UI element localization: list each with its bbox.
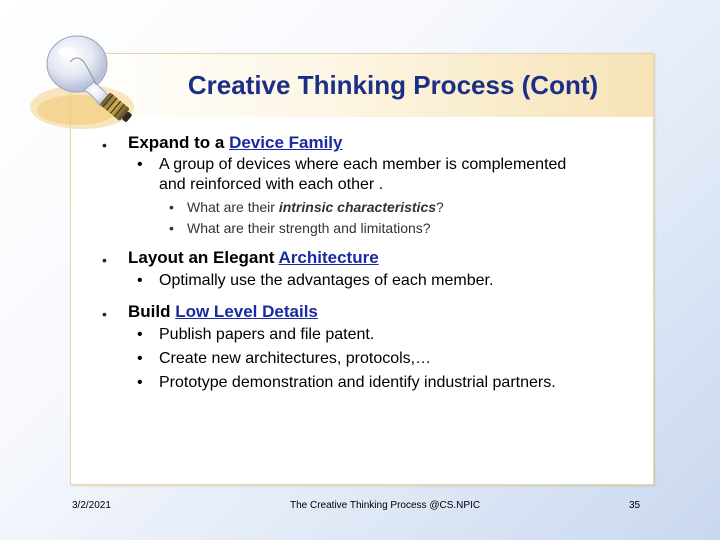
footer-date: 3/2/2021 bbox=[72, 500, 111, 511]
bullet-marker: • bbox=[137, 326, 143, 343]
heading-text: Build bbox=[128, 302, 176, 321]
section-heading-device-family bbox=[128, 133, 342, 153]
section-heading-low-level-details bbox=[128, 302, 318, 322]
bullet-marker: • bbox=[169, 199, 174, 215]
list-item-text: What are their bbox=[187, 199, 279, 215]
list-item-text: What are their strength and limitations? bbox=[187, 220, 431, 236]
bullet-marker: • bbox=[102, 137, 107, 153]
list-item bbox=[137, 326, 374, 344]
heading-text: Layout an Elegant bbox=[128, 248, 279, 267]
bullet-marker: • bbox=[169, 220, 174, 236]
bullet-marker: • bbox=[137, 156, 143, 173]
list-item-text: Prototype demonstration and identify industrial partners. bbox=[159, 374, 556, 391]
list-item bbox=[137, 272, 493, 290]
heading-text: Expand to a bbox=[128, 133, 230, 152]
list-item bbox=[137, 374, 556, 392]
bullet-marker: • bbox=[137, 374, 143, 391]
list-item-text: Publish papers and file patent. bbox=[159, 326, 375, 343]
list-item bbox=[169, 199, 444, 215]
low-level-details-link[interactable]: Low Level Details bbox=[175, 302, 318, 321]
section-heading-architecture bbox=[128, 248, 379, 268]
device-family-link[interactable]: Device Family bbox=[229, 133, 343, 152]
list-item bbox=[137, 156, 566, 174]
slide-number: 35 bbox=[629, 500, 641, 511]
slide-title: Creative Thinking Process (Cont) bbox=[187, 70, 599, 100]
emphasis-text: intrinsic characteristics bbox=[278, 199, 437, 215]
slide-panel bbox=[70, 53, 654, 485]
lightbulb-icon bbox=[22, 32, 152, 142]
list-item-text: Create new architectures, protocols,… bbox=[159, 350, 432, 367]
title-band bbox=[71, 54, 653, 117]
list-item-continuation: and reinforced with each other . bbox=[159, 176, 384, 193]
list-item bbox=[137, 350, 431, 368]
bullet-marker: • bbox=[102, 306, 107, 322]
list-item-text: A group of devices where each member is complemented bbox=[159, 156, 567, 173]
bullet-marker: • bbox=[137, 272, 143, 289]
bullet-marker: • bbox=[102, 252, 107, 268]
list-item-text: Optimally use the advantages of each member. bbox=[159, 272, 494, 289]
list-item-text: ? bbox=[436, 199, 444, 215]
bullet-marker: • bbox=[137, 350, 143, 367]
architecture-link[interactable]: Architecture bbox=[278, 248, 379, 267]
list-item bbox=[169, 220, 431, 236]
footer-center-text: The Creative Thinking Process @CS.NPIC bbox=[290, 500, 481, 511]
